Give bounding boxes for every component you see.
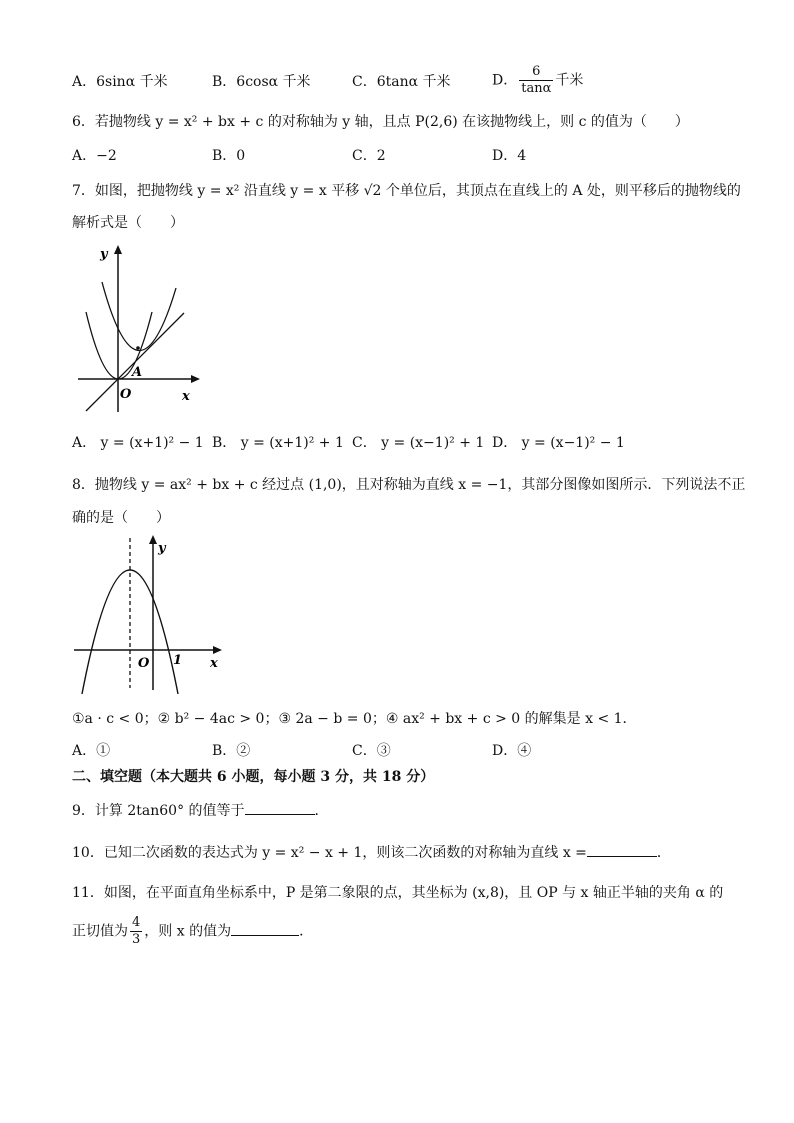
q8-x-arrow bbox=[213, 646, 222, 654]
q7-y-arrow bbox=[114, 245, 122, 254]
q9-end: ． bbox=[314, 803, 329, 819]
q7-option-c: C． y = (x−1)² + 1 bbox=[352, 435, 485, 451]
q7-x-arrow bbox=[191, 375, 200, 383]
q7-label-x: x bbox=[182, 389, 190, 404]
q9-answer-blank[interactable] bbox=[245, 800, 315, 815]
q6-option-d: D．4 bbox=[492, 148, 527, 164]
q11-stem-line1: 11．如图，在平面直角坐标系中，P 是第二象限的点，其坐标为 (x,8)，且 OP 与 x 轴正半轴的夹角 α 的 bbox=[72, 885, 724, 901]
q9 bbox=[72, 800, 329, 821]
q7-parabola-translated bbox=[102, 282, 176, 351]
q5-option-d-denominator: tanα bbox=[521, 81, 552, 96]
q6-option-a: A．−2 bbox=[72, 148, 117, 164]
q5-option-d-numerator: 6 bbox=[519, 64, 553, 81]
q8-option-c: C．③ bbox=[352, 743, 391, 759]
q11-pre: 正切值为 bbox=[72, 923, 128, 940]
q5-option-d-unit: 千米 bbox=[555, 72, 584, 89]
q8-label-x: x bbox=[210, 656, 218, 671]
q8-stem-line2: 确的是（ ） bbox=[72, 510, 170, 526]
q11-fraction bbox=[130, 915, 142, 948]
q8-option-d: D．④ bbox=[492, 743, 532, 759]
q8-y-arrow bbox=[149, 535, 157, 544]
q11-answer-blank[interactable] bbox=[231, 921, 299, 936]
q5-option-d-fraction bbox=[519, 64, 553, 97]
q5-option-d-label: D． bbox=[492, 72, 518, 89]
q5-option-a: A．6sinα 千米 bbox=[72, 74, 168, 90]
q8-label-one: 1 bbox=[173, 653, 183, 668]
q11-denominator: 3 bbox=[132, 932, 141, 947]
q7-option-b: B． y = (x+1)² + 1 bbox=[212, 435, 344, 451]
q11-end: ． bbox=[299, 923, 314, 940]
q10-stem: 10．已知二次函数的表达式为 y = x² − x + 1，则该二次函数的对称轴为直线 x = bbox=[72, 845, 587, 861]
q8-option-b: B．② bbox=[212, 743, 251, 759]
q11-numerator: 4 bbox=[132, 915, 141, 930]
q8-stem-line1: 8．抛物线 y = ax² + bx + c 经过点 (1,0)，且对称轴为直线 x = −1，其部分图像如图所示．下列说法不正 bbox=[72, 477, 746, 493]
q5-option-c: C．6tanα 千米 bbox=[352, 74, 451, 90]
q9-stem: 9．计算 2tan60° 的值等于 bbox=[72, 803, 245, 819]
q6-stem: 6．若抛物线 y = x² + bx + c 的对称轴为 y 轴，且点 P(2,6) 在该抛物线上，则 c 的值为（ ） bbox=[72, 114, 689, 130]
q7-figure bbox=[72, 240, 212, 416]
q7-label-o: O bbox=[120, 387, 132, 402]
q5-option-b: B．6cosα 千米 bbox=[212, 74, 311, 90]
q8-label-o: O bbox=[138, 656, 150, 671]
q5-option-d bbox=[492, 64, 583, 97]
q7-parabola-original bbox=[86, 312, 152, 379]
q6-option-c: C．2 bbox=[352, 148, 386, 164]
q8-label-y: y bbox=[158, 541, 166, 556]
q11-mid: ，则 x 的值为 bbox=[144, 923, 232, 940]
q11-stem-line2 bbox=[72, 915, 313, 948]
q7-option-d: D． y = (x−1)² − 1 bbox=[492, 435, 625, 451]
q10 bbox=[72, 842, 671, 863]
q10-end: ． bbox=[656, 845, 671, 861]
q10-answer-blank[interactable] bbox=[587, 842, 657, 857]
q7-label-a: A bbox=[132, 365, 143, 380]
q8-figure bbox=[72, 530, 228, 698]
q7-stem-line1: 7．如图，把抛物线 y = x² 沿直线 y = x 平移 √2 个单位后，其顶点在直线上的 A 处，则平移后的抛物线的 bbox=[72, 183, 741, 199]
q7-label-y: y bbox=[100, 247, 108, 262]
q7-option-a: A． y = (x+1)² − 1 bbox=[72, 435, 204, 451]
q6-option-b: B．0 bbox=[212, 148, 246, 164]
q8-option-a: A．① bbox=[72, 743, 111, 759]
q7-point-a bbox=[136, 346, 140, 350]
section-fill-in-heading: 二、填空题（本大题共 6 小题，每小题 3 分，共 18 分） bbox=[72, 769, 435, 785]
q7-stem-line2: 解析式是（ ） bbox=[72, 215, 184, 231]
q8-statements: ①a · c < 0；② b² − 4ac > 0；③ 2a − b = 0；④ ax² + bx + c > 0 的解集是 x < 1． bbox=[72, 711, 637, 727]
